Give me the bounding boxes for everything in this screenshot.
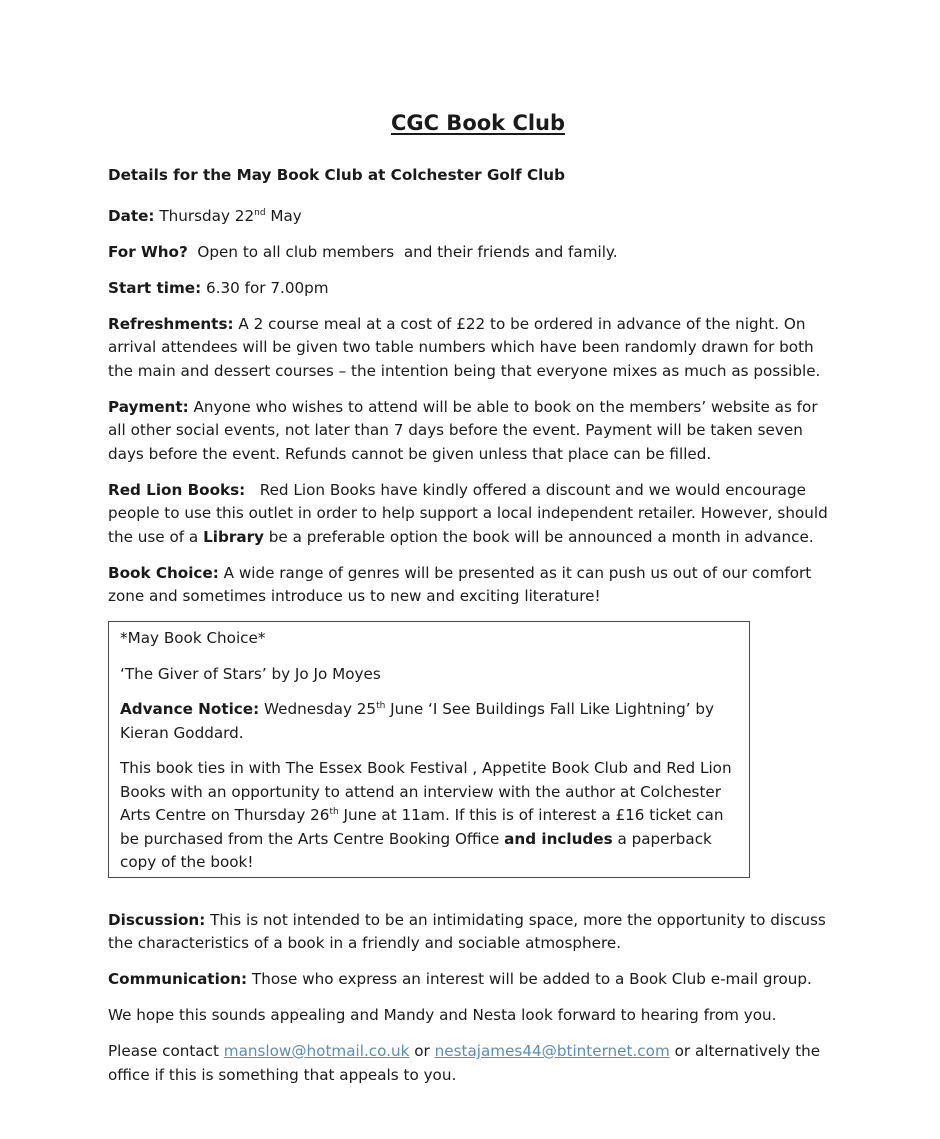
advance-notice-label: Advance Notice: [120,700,260,718]
red-lion-paragraph [108,479,838,550]
date-text: Thursday 22 [154,206,255,225]
refreshments-text: A 2 course meal at a cost of £22 to be ordered in advance of the night. On arrival attendees will be given two table numbers which have been randomly drawn for both the main and dessert courses – the intention being that everyone mixes as much as possible. [108,314,821,380]
red-lion-text: Red Lion Books have kindly offered a discount and we would encourage people to use this outlet in order to help support a local independent retailer. However, should the use of a [108,480,833,546]
contact-text: Please contact [108,1042,224,1060]
page-title: CGC Book Club [390,111,566,135]
refreshments-paragraph [108,313,838,384]
book-choice-paragraph [108,562,838,609]
box-heading: *May Book Choice* [120,629,266,647]
payment-text: Anyone who wishes to attend will be able to book on the members’ website as for all other social events, not later than 7 days before the event. Payment will be taken seven days before the event. Refunds cannot be given unless that place can be filled. [108,397,818,463]
date-month: May [265,206,302,225]
festival-info-text-middle: June at 11am. If this is of interest a £16 ticket can be purchased from the Arts Centre Booking Office [120,806,724,848]
contact-paragraph [108,1040,838,1087]
payment-label: Payment: [108,397,189,416]
book-choice-text: A wide range of genres will be presented as it can push us out of our comfort zone and sometimes introduce us to new and exciting literature! [108,563,812,605]
advance-notice-paragraph [120,698,737,745]
for-who-label: For Who? [108,242,188,261]
date-suffix: nd [254,207,266,218]
discussion-label: Discussion: [108,910,206,929]
contact-or: or [409,1042,435,1060]
refreshments-label: Refreshments: [108,314,234,333]
document-page [108,108,838,1100]
date-label: Date: [108,206,155,225]
for-who-paragraph [108,241,838,265]
festival-info-emphasis: and includes [504,829,613,848]
communication-paragraph [108,968,838,992]
library-emphasis: Library [203,527,264,546]
red-lion-text-end: be a preferable option the book will be announced a month in advance. [263,527,814,546]
hope-paragraph: We hope this sounds appealing and Mandy and Nesta look forward to hearing from you. [108,1006,777,1024]
communication-label: Communication: [108,970,248,988]
payment-paragraph [108,396,838,467]
email-link-mandy[interactable]: manslow@hotmail.co.uk [223,1042,410,1060]
advance-notice-suffix: th [376,700,386,711]
advance-notice-text-end: June ‘I See Buildings Fall Like Lightning’ by Kieran Goddard. [120,700,715,742]
email-link-nesta[interactable]: nestajames44@btinternet.com [434,1042,670,1060]
advance-notice-text: Wednesday 25 [259,700,377,718]
date-paragraph [108,205,838,229]
start-time-label: Start time: [108,278,202,297]
festival-info-paragraph [120,757,737,875]
start-time-paragraph [108,277,838,301]
discussion-text: This is not intended to be an intimidating space, more the opportunity to discuss the characteristics of a book in a friendly and sociable atmosphere. [108,910,826,952]
festival-info-text: This book ties in with The Essex Book Festival , Appetite Book Club and Red Lion Books with an opportunity to attend an interview with the author at Colchester Arts Centre on Thursday 26 [120,759,732,824]
start-time-text: 6.30 for 7.00pm [201,278,329,297]
subtitle: Details for the May Book Club at Colchester Golf Club [108,166,565,184]
book-choice-box [108,621,750,878]
box-book-title: ‘The Giver of Stars’ by Jo Jo Moyes [120,664,381,683]
contact-text-end: or alternatively the office if this is something that appeals to you. [108,1042,821,1084]
for-who-text: Open to all club members and their friends and family. [187,242,618,261]
festival-info-text-end: a paperback copy of the book! [120,829,712,871]
communication-text: Those who express an interest will be added to a Book Club e-mail group. [247,970,812,988]
book-choice-label: Book Choice: [108,563,219,582]
festival-info-suffix: th [329,806,339,817]
red-lion-label: Red Lion Books: [108,480,246,499]
discussion-paragraph [108,909,838,956]
